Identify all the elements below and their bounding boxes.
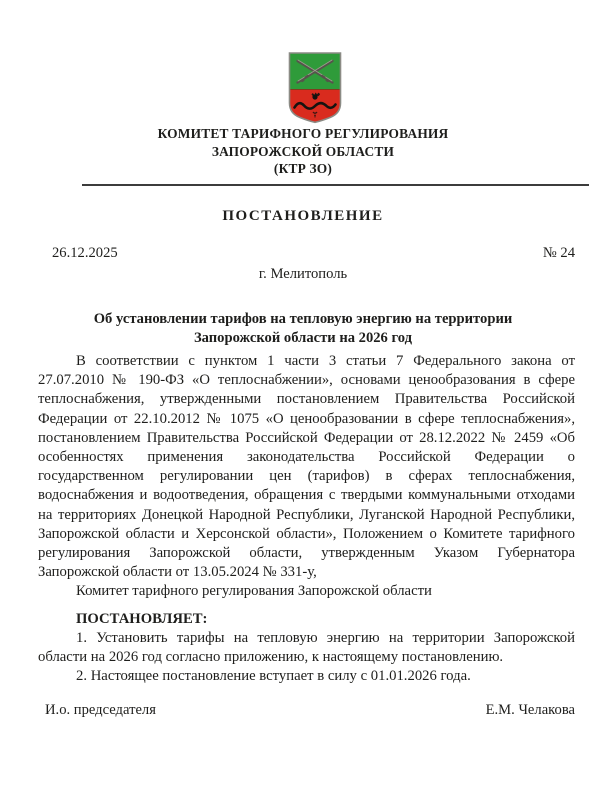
document-city: г. Мелитополь <box>258 266 348 282</box>
document-title-line-1: Об установлении тарифов на тепловую энергию на территории <box>93 311 513 327</box>
resolution-item-1: 1. Установить тарифы на тепловую энергию на территории Запорожской области на 2026 год согласно приложению, к настоящему постановлению. <box>38 629 575 666</box>
preamble-closing-line: Комитет тарифного регулирования Запорожской области <box>76 583 432 600</box>
org-name-line-2: ЗАПОРОЖСКОЙ ОБЛАСТИ <box>211 143 395 159</box>
date-number-row <box>52 245 575 262</box>
org-abbreviation: (КТР ЗО) <box>273 161 333 176</box>
org-name-block <box>0 125 606 178</box>
resolution-item-2: 2. Настоящее постановление вступает в силу с 01.01.2026 года. <box>76 668 471 685</box>
signature-position: И.о. председателя <box>45 702 156 718</box>
document-title <box>63 310 543 347</box>
signature-name: Е.М. Челакова <box>485 702 575 718</box>
document-type-heading: ПОСТАНОВЛЕНИЕ <box>222 208 384 224</box>
preamble-paragraph: В соответствии с пунктом 1 части 3 статьи 7 Федерального закона от 27.07.2010 № 190-ФЗ «О теплоснабжении», основами ценообразования в сфере теплоснабжения, утвержденными постановлением Правительства Российской Федерации от 22.10.2012 № 1075 «О ценообразовании в сфере теплоснабжения», постановлением Правительства Российской Федерации от 28.12.2022 № 2459 «Об особенностях применения законодательства Российской Федерации о государственном регулировании цен (тарифов) в сферах теплоснабжения, водоснабжения и водоотведения, обращения с твердыми коммунальными отходами на территориях Донецкой Народной Республики, Луганской Народной Республики, Запорожской области и Херсонской области», Положением о Комитете тарифного регулирования Запорожской области, утвержденным Указом Губернатора Запорожской области от 13.05.2024 № 331-у, <box>38 353 575 581</box>
org-name-line-1: КОМИТЕТ ТАРИФНОГО РЕГУЛИРОВАНИЯ <box>157 126 449 141</box>
resolves-heading: ПОСТАНОВЛЯЕТ: <box>76 610 208 627</box>
document-body <box>38 352 575 686</box>
document-date: 26.12.2025 <box>52 245 118 261</box>
document-title-line-2: Запорожской области на 2026 год <box>193 329 413 346</box>
document-number: № 24 <box>542 245 575 261</box>
zaporozhye-coat-of-arms-icon <box>288 52 342 124</box>
header-divider-rule <box>82 184 589 186</box>
signature-row <box>45 702 575 719</box>
